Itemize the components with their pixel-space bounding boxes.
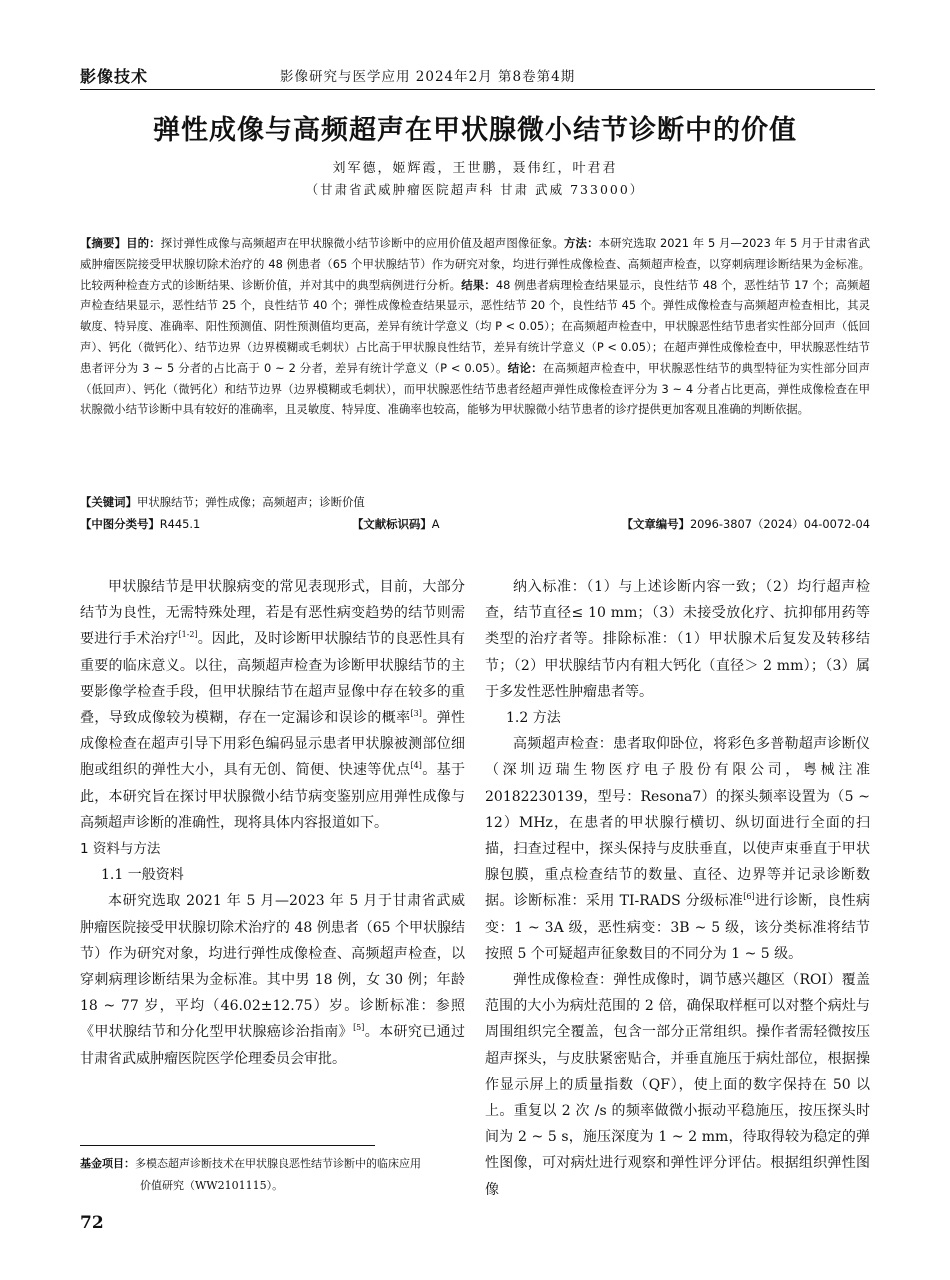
- intro-text-c: 。弹性成像检查在超声引导下用彩色编码显示患者甲状腺被测部位细胞或组织的弹性大小，具有无创、简便、快速等优点: [80, 710, 466, 779]
- keywords-text: 甲状腺结节；弹性成像；高频超声；诊断价值: [136, 495, 365, 509]
- subsection-heading-1-2: 1.2 方法: [506, 710, 561, 727]
- method-text: 本研究选取 2021 年 5 月—2023 年 5 月于甘肃省武威肿瘤医院接受甲状腺切除术治疗的 48 例患者（65 个甲状腺结节）作为研究对象，均进行弹性成像检查、高频超声检查，以穿刺病理诊断结果为金标准。比较两种检查方式的诊断结果、诊断价值，并对其中的典型病例进行分析。: [80, 236, 870, 292]
- intro-text-d: 。基于此，本研究旨在探讨甲状腺微小结节病变鉴别应用弹性成像与高频超声诊断的准确性，现将具体内容报道如下。: [80, 762, 466, 831]
- method-label: 方法：: [564, 236, 599, 250]
- hf-text-b: 进行诊断，良性病变：1 ~ 3A 级，恶性病变：3B ~ 5 级，该分类标准将结节按照 5 个可疑超声征象数目的不同分为 1 ~ 5 级。: [485, 893, 871, 962]
- citation-6: [6]: [743, 892, 755, 902]
- header-rule: [80, 89, 875, 90]
- abstract: [80, 233, 870, 420]
- citation-5: [5]: [353, 1023, 365, 1033]
- intro-text-b: 。因此，及时诊断甲状腺结节的良恶性具有重要的临床意义。以往，高频超声检查为诊断甲状腺结节的主要影像学检查手段，但甲状腺结节在超声显像中存在较多的重叠，导致成像较为模糊，存在一定漏诊和误诊的概率: [80, 631, 466, 727]
- general-text-b: 。本研究已通过甘肃省武威肿瘤医院医学伦理委员会审批。: [80, 1024, 466, 1067]
- intro-text-a: 甲状腺结节是甲状腺病变的常见表现形式，目前，大部分结节为良性，无需特殊处理，若是有恶性病变趋势的结节则需要进行手术治疗: [80, 579, 465, 648]
- objective-text: 探讨弹性成像与高频超声在甲状腺微小结节诊断中的应用价值及超声图像征象。: [160, 236, 565, 250]
- document-code: [352, 516, 440, 532]
- general-data-paragraph: [80, 888, 465, 1071]
- clc-label: 【中图分类号】: [80, 517, 160, 531]
- result-label: 结果：: [461, 277, 496, 292]
- conclusion-text: 在高频超声检查中，甲状腺恶性结节的典型特征为实性部分回声（低回声）、钙化（微钙化）和结节边界（边界模糊或毛刺状），而甲状腺恶性结节患者经超声弹性成像检查评分为 3 ~ 4 分者占比更高，弹性成像检查在甲状腺微小结节诊断中具有较好的准确率，且灵敏度、特异度、准确率也较高，能够为甲状腺微小结节患者的诊疗提供更加客观且准确的判断依据。: [80, 360, 870, 417]
- section-heading-1: 1 资料与方法: [80, 841, 161, 858]
- funding-text-2: 价值研究（WW2101115）。: [140, 1179, 284, 1192]
- article-value: 2096-3807（2024）04-0072-04: [689, 517, 870, 531]
- doc-label: 【文献标识码】: [352, 517, 432, 531]
- keywords: [80, 494, 870, 510]
- doc-value: A: [431, 517, 440, 531]
- affiliation: （甘肃省武威肿瘤医院超声科 甘肃 武威 733000）: [305, 182, 645, 197]
- section-label: 影像技术: [80, 67, 149, 86]
- page-number: 72: [80, 1213, 104, 1233]
- citation-4: [4]: [410, 761, 422, 771]
- left-column: [80, 574, 465, 1072]
- clc-number: [80, 516, 200, 532]
- authors: 刘军德，姬辉霞，王世鹏，聂伟红，叶君君: [332, 161, 618, 176]
- hf-text-a: 高频超声检查：患者取仰卧位，将彩色多普勒超声诊断仪（深圳迈瑞生物医疗电子股份有限公司，粤械注准 20182230139，型号：Resona7）的探头频率设置为（5 ~ 12）MHz，在患者的甲状腺行横切、纵切面进行全面的扫描，扫查过程中，探头保持与皮肤垂直，以使声束垂直于甲状腺包膜，重点检查结节的数量、直径、边界等并记录诊断数据。诊断标准：采用 TI-RADS 分级标准: [485, 736, 870, 910]
- subsection-heading-1-1: 1.1 一般资料: [101, 867, 184, 884]
- keywords-label: 【关键词】: [80, 495, 137, 509]
- article-title: 弹性成像与高频超声在甲状腺微小结节诊断中的价值: [153, 115, 797, 146]
- citation-1-2: [1-2]: [178, 630, 198, 640]
- funding-text: 多模态超声诊断技术在甲状腺良恶性结节诊断中的临床应用: [135, 1157, 421, 1170]
- funding-footnote: [80, 1153, 465, 1197]
- abstract-label: 【摘要】: [80, 236, 127, 250]
- elastography-paragraph: 弹性成像检查：弹性成像时，调节感兴趣区（ROI）覆盖范围的大小为病灶范围的 2 倍，确保取样框可以对整个病灶与周围组织完全覆盖，包含一部分正常组织。操作者需轻微按压超声探头，与皮肤紧密贴合，并垂直施压于病灶部位，根据操作显示屏上的质量指数（QF），使上面的数字保持在 50 以上。重复以 2 次 /s 的频率做微小振动平稳施压，按压探头时间为 2 ~ 5 s，施压深度为 1 ~ 2 mm，待取得较为稳定的弹性图像，可对病灶进行观察和弹性评分评估。根据组织弹性图像: [485, 972, 870, 1198]
- journal-info: 影像研究与医学应用 2024年2月 第8卷第4期: [280, 69, 576, 85]
- result-text: 48 例患者病理检查结果显示，良性结节 48 个，恶性结节 17 个；高频超声检查结果显示，恶性结节 25 个，良性结节 40 个；弹性成像检查结果显示，恶性结节 20 个，良性结节 45 个。弹性成像检查与高频超声检查相比，其灵敏度、特异度、准确率、阳性预测值、阴性预测值均更高，差异有统计学意义（均 P < 0.05）；在高频超声检查中，甲状腺恶性结节患者实性部分回声（低回声）、钙化（微钙化）、结节边界（边界模糊或毛刺状）占比高于甲状腺良性结节，差异有统计学意义（P < 0.05）；在超声弹性成像检查中，甲状腺恶性结节患者评分为 3 ~ 5 分者的占比高于 0 ~ 2 分者，差异有统计学意义（P < 0.05）。: [80, 277, 870, 375]
- high-frequency-paragraph: [485, 731, 870, 967]
- citation-3: [3]: [410, 709, 422, 719]
- article-label: 【文章编号】: [621, 517, 690, 531]
- footnote-rule: [80, 1145, 375, 1146]
- funding-label: 基金项目：: [80, 1157, 135, 1170]
- inclusion-paragraph: 纳入标准：（1）与上述诊断内容一致；（2）均行超声检查，结节直径≤ 10 mm；（3）未接受放化疗、抗抑郁用药等类型的治疗者等。排除标准：（1）甲状腺术后复发及转移结节；（2）甲状腺结节内有粗大钙化（直径＞ 2 mm）；（3）属于多发性恶性肿瘤患者等。: [485, 579, 870, 700]
- objective-label: 目的：: [126, 236, 161, 250]
- general-text-a: 本研究选取 2021 年 5 月—2023 年 5 月于甘肃省武威肿瘤医院接受甲状腺切除术治疗的 48 例患者（65 个甲状腺结节）作为研究对象，均进行弹性成像检查、高频超声检查，以穿刺病理诊断结果为金标准。其中男 18 例，女 30 例；年龄 18 ~ 77 岁，平均（46.02±12.75）岁。诊断标准：参照《甲状腺结节和分化型甲状腺癌诊治指南》: [80, 893, 465, 1041]
- running-header: [80, 60, 875, 88]
- article-meta: [80, 516, 870, 536]
- article-number: [622, 516, 870, 532]
- right-column: [485, 574, 870, 1203]
- clc-value: R445.1: [159, 517, 201, 531]
- intro-paragraph: [80, 574, 465, 836]
- conclusion-label: 结论：: [507, 360, 543, 375]
